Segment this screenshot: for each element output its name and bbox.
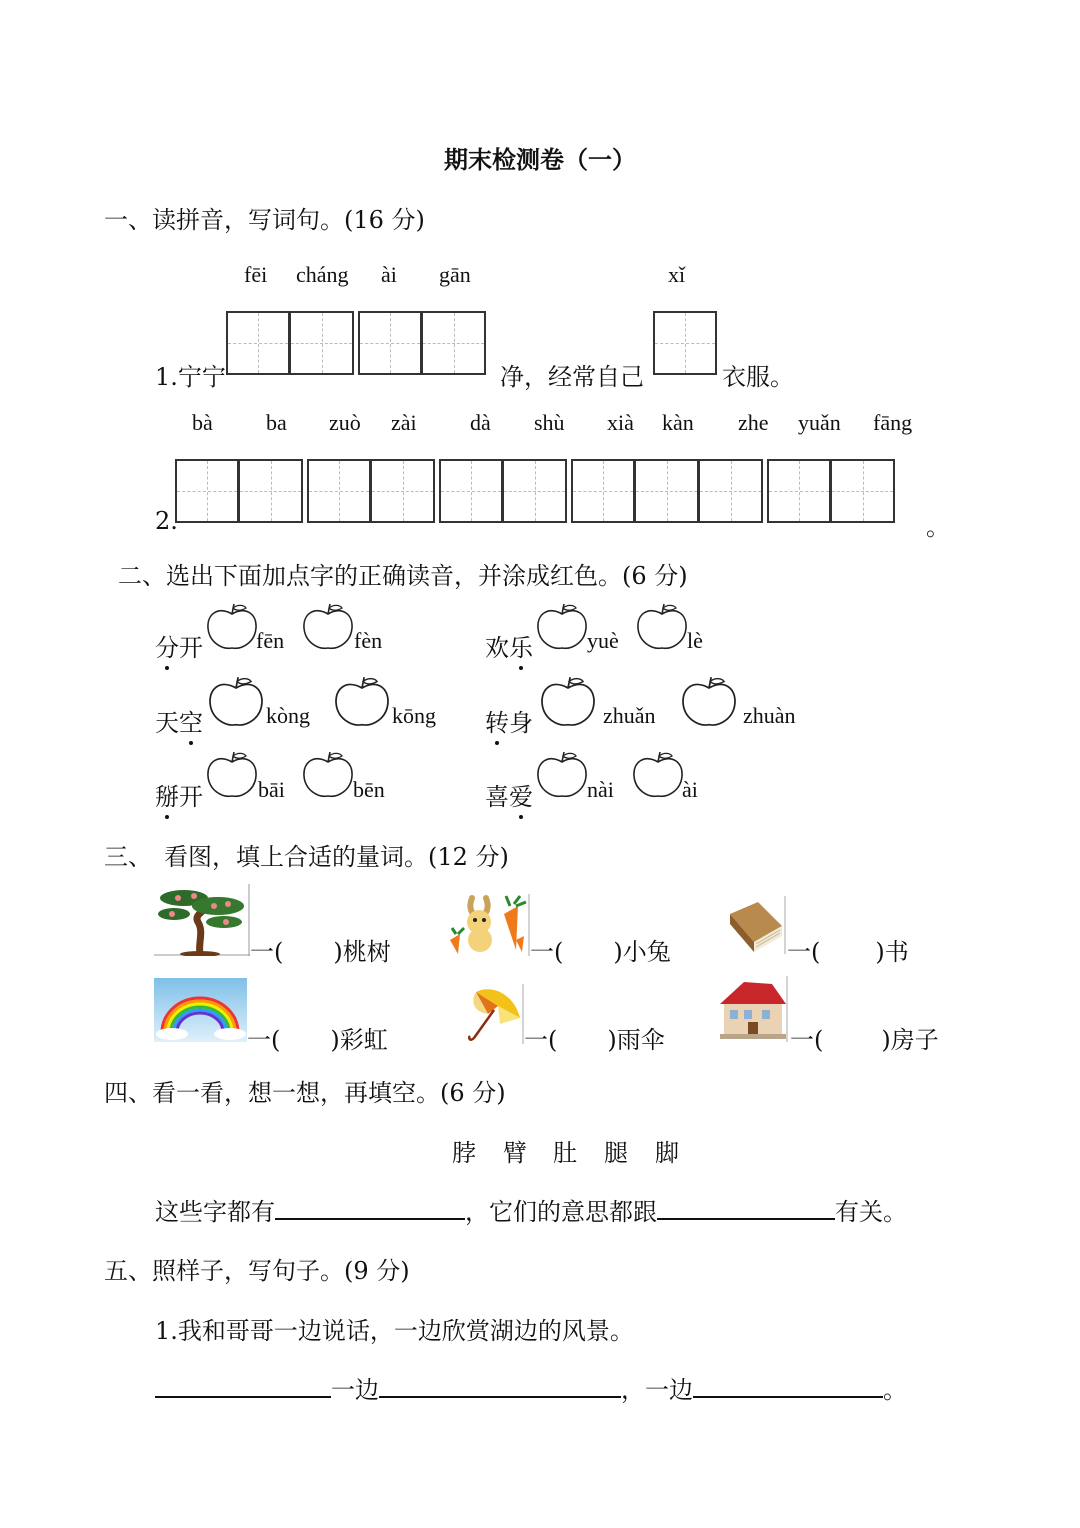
- peach-tree-icon: [154, 884, 250, 956]
- writing-box[interactable]: [290, 311, 354, 375]
- dotted-char: 爱: [509, 783, 533, 811]
- dotted-char: 转: [485, 709, 509, 737]
- word-baikai: [155, 777, 203, 812]
- prefix: 一(: [250, 938, 284, 966]
- option-le: lè: [687, 628, 703, 653]
- writing-box[interactable]: [371, 459, 435, 523]
- word-huanle: [485, 628, 533, 663]
- pinyin-ai: ài: [381, 262, 397, 287]
- prefix: 一(: [790, 1026, 824, 1054]
- rabbit-icon: [444, 894, 530, 956]
- option-fen4: fèn: [354, 628, 383, 653]
- pinyin-zuo: zuò: [329, 410, 361, 435]
- prefix: 一(: [787, 938, 821, 966]
- apple-choice-icon[interactable]: [204, 750, 260, 800]
- writing-box[interactable]: [699, 459, 763, 523]
- writing-box[interactable]: [358, 311, 422, 375]
- sentence-part: 这些字都有: [155, 1198, 275, 1226]
- writing-box[interactable]: [635, 459, 699, 523]
- fill-blank[interactable]: [657, 1194, 835, 1220]
- dotted-char: 乐: [509, 634, 533, 662]
- house-icon: [718, 976, 788, 1042]
- pinyin-kan: kàn: [662, 410, 694, 435]
- measure-word-row6: [790, 1020, 939, 1055]
- q2-end: 。: [926, 513, 950, 541]
- option-ben: bēn: [353, 777, 385, 802]
- option-yue: yuè: [587, 628, 619, 653]
- pinyin-da: dà: [470, 410, 491, 435]
- section-5-heading: 五、照样子，写句子。(9 分): [104, 1257, 410, 1285]
- section-1-heading: 一、读拼音，写词句。(16 分): [104, 206, 425, 234]
- fill-blank[interactable]: [379, 1372, 621, 1398]
- option-kong1: kōng: [392, 703, 436, 728]
- measure-word-row4: [247, 1020, 388, 1055]
- apple-choice-icon[interactable]: [330, 675, 394, 729]
- char-bi: 臂: [503, 1139, 527, 1167]
- noun: )房子: [881, 1026, 939, 1054]
- pinyin-ba: ba: [266, 410, 287, 435]
- pinyin-fei: fēi: [244, 262, 268, 287]
- word-xiai: [485, 777, 533, 812]
- umbrella-icon: [466, 984, 524, 1044]
- apple-choice-icon[interactable]: [534, 602, 590, 652]
- noun: )雨伞: [607, 1026, 665, 1054]
- dotted-char: 空: [179, 709, 203, 737]
- rainbow-icon: [154, 978, 247, 1042]
- dotted-char: 掰: [155, 783, 179, 811]
- prefix: 一(: [530, 938, 564, 966]
- apple-choice-icon[interactable]: [534, 750, 590, 800]
- option-bai: bāi: [258, 777, 285, 802]
- writing-box[interactable]: [175, 459, 239, 523]
- sentence-part: ，一边: [621, 1376, 693, 1404]
- word-tiankong: [155, 703, 203, 738]
- apple-choice-icon[interactable]: [300, 602, 356, 652]
- prefix: 一(: [524, 1026, 558, 1054]
- apple-choice-icon[interactable]: [634, 602, 690, 652]
- apple-choice-icon[interactable]: [534, 675, 602, 729]
- char: 欢: [485, 634, 509, 662]
- pinyin-yuan: yuǎn: [798, 410, 841, 435]
- char: 开: [179, 783, 203, 811]
- char-tui: 腿: [604, 1139, 628, 1167]
- pinyin-gan: gān: [439, 262, 471, 287]
- sentence-part: 有关。: [835, 1198, 907, 1226]
- sentence-part: 一边: [331, 1376, 379, 1404]
- apple-choice-icon[interactable]: [675, 675, 743, 729]
- sec5-answer-line: [155, 1370, 907, 1405]
- pinyin-chang: cháng: [296, 262, 349, 287]
- noun: )彩虹: [330, 1026, 388, 1054]
- writing-box[interactable]: [307, 459, 371, 523]
- option-zhuan3: zhuǎn: [603, 703, 656, 728]
- fill-blank[interactable]: [155, 1372, 331, 1398]
- noun: )桃树: [333, 938, 391, 966]
- section-2-heading: 二、选出下面加点字的正确读音，并涂成红色。(6 分): [118, 562, 688, 590]
- sentence-part: 。: [883, 1376, 907, 1404]
- noun: )小兔: [613, 938, 671, 966]
- section-4-heading: 四、看一看，想一想，再填空。(6 分): [104, 1079, 506, 1107]
- pinyin-zhe: zhe: [738, 410, 769, 435]
- q1-end: 衣服。: [722, 363, 794, 391]
- q1-writing-grid-a[interactable]: [226, 311, 486, 375]
- char: 开: [179, 634, 203, 662]
- sec4-sentence: [155, 1192, 907, 1227]
- section-3-heading: 三、 看图，填上合适的量词。(12 分): [104, 843, 509, 871]
- pinyin-ba4: bà: [192, 410, 213, 435]
- measure-word-row5: [524, 1020, 665, 1055]
- q1-mid: 净，经常自己: [500, 363, 644, 391]
- pinyin-xia: xià: [607, 410, 634, 435]
- writing-box[interactable]: [653, 311, 717, 375]
- writing-box[interactable]: [226, 311, 290, 375]
- writing-box[interactable]: [422, 311, 486, 375]
- q1-prefix: 1.宁宁: [155, 363, 226, 391]
- prefix: 一(: [247, 1026, 281, 1054]
- writing-box[interactable]: [503, 459, 567, 523]
- measure-word-row3: [787, 932, 909, 967]
- char: 天: [155, 709, 179, 737]
- fill-blank[interactable]: [275, 1194, 465, 1220]
- char-du: 肚: [553, 1139, 577, 1167]
- example-sentence: 1.我和哥哥一边说话，一边欣赏湖边的风景。: [155, 1317, 634, 1345]
- writing-box[interactable]: [239, 459, 303, 523]
- pinyin-fang: fāng: [873, 410, 913, 435]
- writing-box[interactable]: [767, 459, 831, 523]
- book-icon: [724, 896, 786, 954]
- dotted-char: 分: [155, 634, 179, 662]
- apple-choice-icon[interactable]: [204, 602, 260, 652]
- apple-choice-icon[interactable]: [204, 675, 268, 729]
- option-kong4: kòng: [266, 703, 310, 728]
- pinyin-shu: shù: [534, 410, 565, 435]
- pinyin-zai: zài: [391, 410, 417, 435]
- option-fen1: fēn: [256, 628, 285, 653]
- option-zhuan4: zhuàn: [743, 703, 796, 728]
- word-zhuanshen: [485, 703, 533, 738]
- apple-choice-icon[interactable]: [300, 750, 356, 800]
- option-nai: nài: [587, 777, 614, 802]
- char-bo: 脖: [452, 1139, 476, 1167]
- q2-writing-grid[interactable]: [175, 459, 895, 523]
- measure-word-row1: [250, 932, 391, 967]
- char: 喜: [485, 783, 509, 811]
- noun: )书: [875, 938, 909, 966]
- option-ai: ài: [682, 777, 698, 802]
- word-fenkai: [155, 628, 203, 663]
- pinyin-xi: xǐ: [668, 262, 686, 287]
- apple-choice-icon[interactable]: [630, 750, 686, 800]
- writing-box[interactable]: [831, 459, 895, 523]
- sentence-part: ，它们的意思都跟: [465, 1198, 657, 1226]
- char: 身: [509, 709, 533, 737]
- q2-prefix: 2.: [155, 507, 178, 535]
- char-jiao: 脚: [655, 1139, 679, 1167]
- measure-word-row2: [530, 932, 671, 967]
- page-title: 期末检测卷（一）: [444, 145, 636, 174]
- q1-writing-grid-b[interactable]: [653, 311, 717, 375]
- writing-box[interactable]: [571, 459, 635, 523]
- fill-blank[interactable]: [693, 1372, 883, 1398]
- writing-box[interactable]: [439, 459, 503, 523]
